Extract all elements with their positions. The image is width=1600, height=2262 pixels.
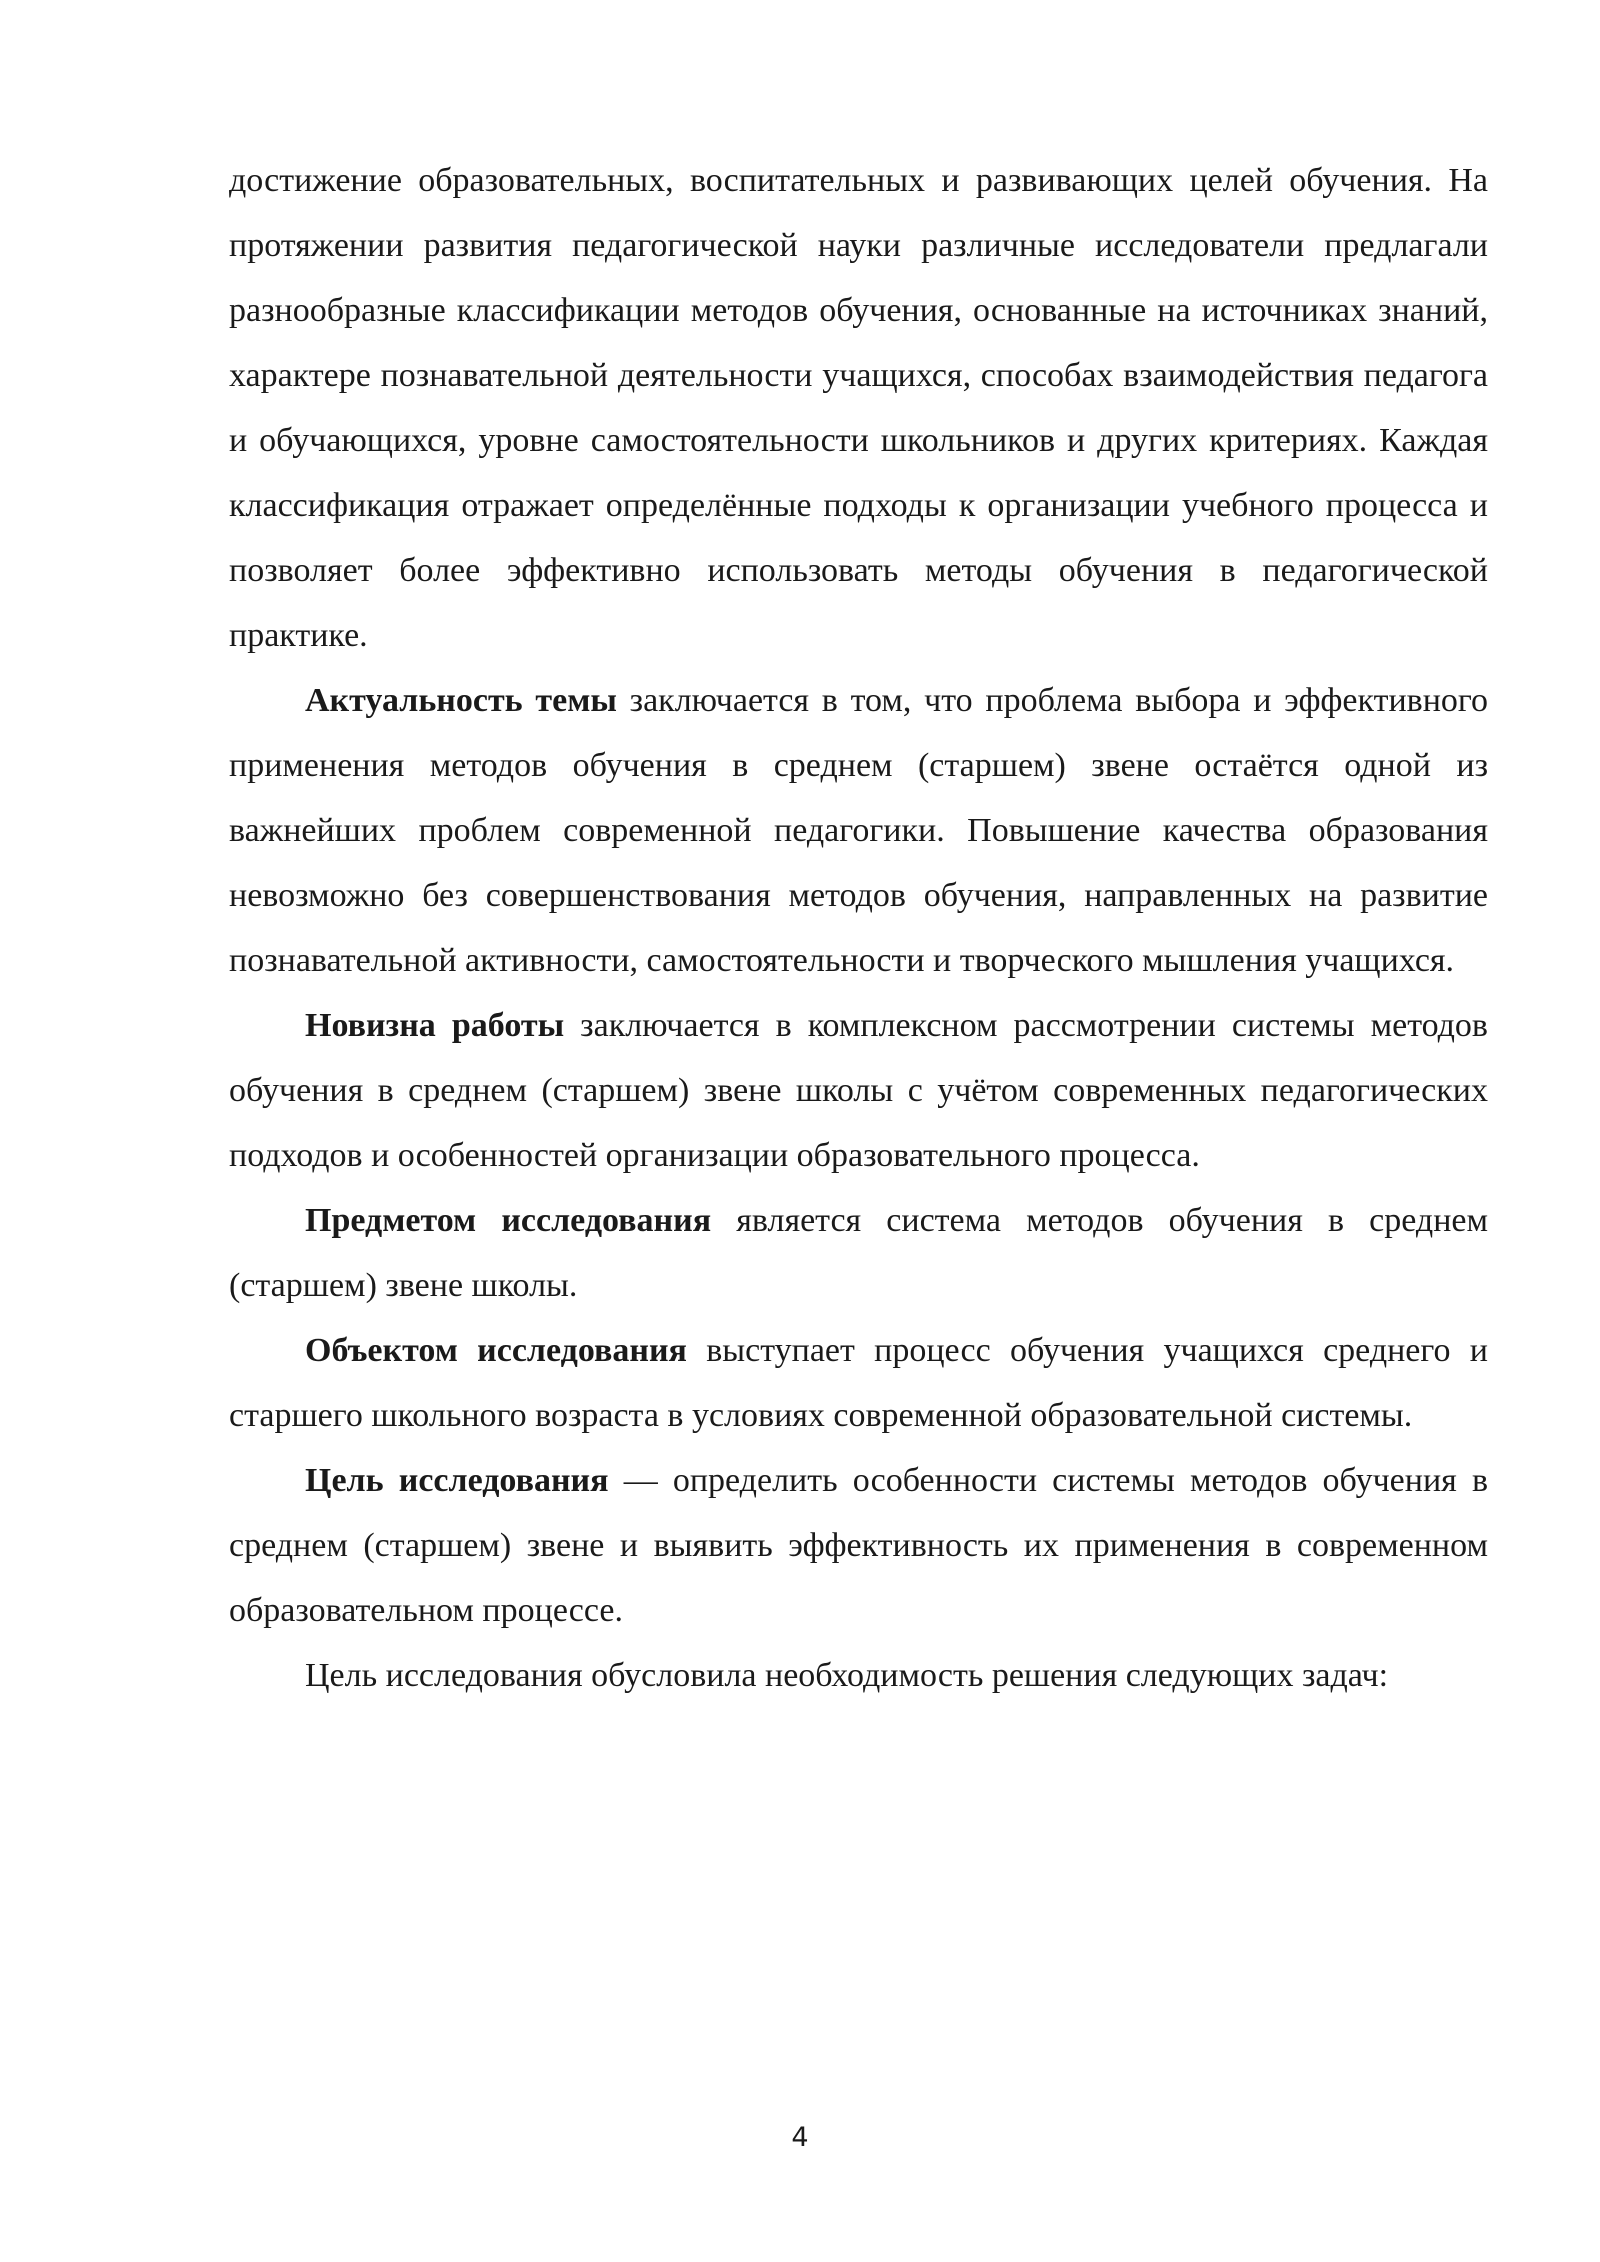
paragraph-text: Цель исследования обусловила необходимость решения следующих задач: — [305, 1657, 1389, 1694]
paragraph-text: — определить особенности системы методов обучения в среднем (старшем) звене и выявить эффективность их применения в современном образовательном процессе. — [229, 1462, 1488, 1629]
paragraph-object — [229, 1318, 1488, 1448]
paragraph-subject — [229, 1188, 1488, 1318]
paragraph-text: достижение образовательных, воспитательных и развивающих целей обучения. На протяжении развития педагогической науки различные исследователи предлагали разнообразные классификации методов обучения, основанные на источниках знаний, характере познавательной деятельности учащихся, способах взаимодействия педагога и обучающихся, уровне самостоятельности школьников и других критериях. Каждая классификация отражает определённые подходы к организации учебного процесса и позволяет более эффективно использовать методы обучения в педагогической практике. — [229, 162, 1488, 654]
paragraph-lead: Актуальность темы — [305, 682, 617, 719]
paragraph-lead: Предметом исследования — [305, 1202, 712, 1239]
paragraph-relevance — [229, 668, 1488, 993]
paragraph-tasks-intro — [229, 1643, 1488, 1708]
paragraph-continuation — [229, 148, 1488, 668]
paragraph-novelty — [229, 993, 1488, 1188]
paragraph-lead: Новизна работы — [305, 1007, 565, 1044]
paragraph-lead: Объектом исследования — [305, 1332, 687, 1369]
paragraph-text: выступает процесс обучения учащихся среднего и старшего школьного возраста в условиях современной образовательной системы. — [229, 1332, 1488, 1434]
paragraph-text: заключается в том, что проблема выбора и эффективного применения методов обучения в среднем (старшем) звене остаётся одной из важнейших проблем современной педагогики. Повышение качества образования невозможно без совершенствования методов обучения, направленных на развитие познавательной активности, самостоятельности и творческого мышления учащихся. — [229, 682, 1488, 979]
paragraph-lead: Цель исследования — [305, 1462, 609, 1499]
page-body-text — [229, 148, 1488, 1708]
paragraph-goal — [229, 1448, 1488, 1643]
paragraph-text: является система методов обучения в среднем (старшем) звене школы. — [229, 1202, 1488, 1304]
page-number: 4 — [791, 2122, 809, 2153]
paragraph-text: заключается в комплексном рассмотрении системы методов обучения в среднем (старшем) звене школы с учётом современных педагогических подходов и особенностей организации образовательного процесса. — [229, 1007, 1488, 1174]
